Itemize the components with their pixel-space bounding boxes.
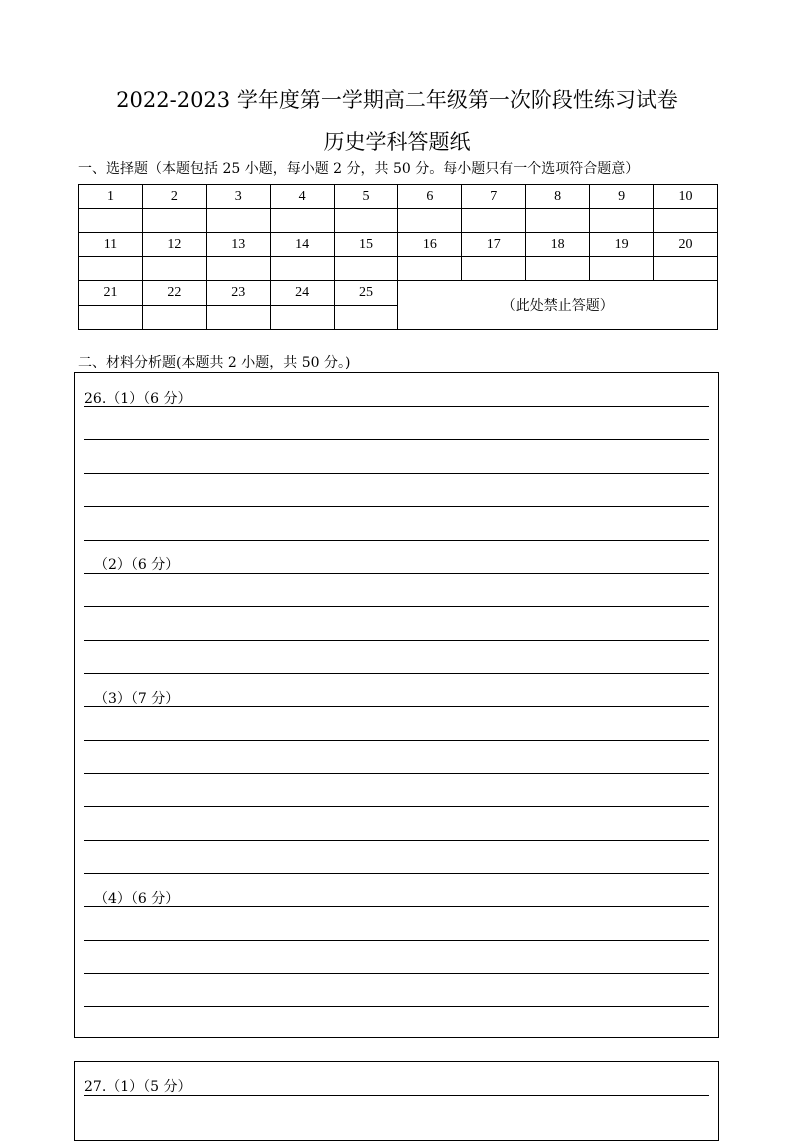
question-number: 19 [590, 233, 654, 257]
answer-cell[interactable] [270, 306, 334, 330]
question-number: 1 [79, 185, 143, 209]
answer-cell[interactable] [526, 257, 590, 281]
answer-line[interactable] [84, 406, 709, 407]
answer-cell[interactable] [654, 257, 718, 281]
q26-part1-label: 26.（1）（6 分） [84, 391, 192, 407]
answer-cell[interactable] [334, 306, 398, 330]
answer-line[interactable] [84, 706, 709, 707]
question-27-box [74, 1061, 719, 1141]
answer-line[interactable] [84, 973, 709, 974]
page-subtitle: 历史学科答题纸 [323, 130, 471, 154]
answer-cell[interactable] [590, 209, 654, 233]
answer-grid [78, 184, 718, 330]
question-number: 15 [334, 233, 398, 257]
number-row [79, 185, 718, 209]
q26-part2-label: （2）（6 分） [94, 557, 180, 573]
answer-cell[interactable] [270, 209, 334, 233]
question-number: 6 [398, 185, 462, 209]
number-row [79, 281, 718, 306]
q26-part3-label: （3）（7 分） [94, 691, 180, 707]
question-number: 2 [142, 185, 206, 209]
answer-cell[interactable] [462, 209, 526, 233]
answer-row [79, 257, 718, 281]
answer-cell[interactable] [654, 209, 718, 233]
question-number: 10 [654, 185, 718, 209]
answer-cell[interactable] [142, 257, 206, 281]
question-number: 24 [270, 281, 334, 306]
answer-line[interactable] [84, 439, 709, 440]
question-number: 16 [398, 233, 462, 257]
question-number: 8 [526, 185, 590, 209]
answer-line[interactable] [84, 740, 709, 741]
answer-cell[interactable] [79, 306, 143, 330]
answer-line[interactable] [84, 540, 709, 541]
answer-cell[interactable] [79, 209, 143, 233]
answer-line[interactable] [84, 773, 709, 774]
answer-line[interactable] [84, 573, 709, 574]
answer-line[interactable] [84, 840, 709, 841]
answer-line[interactable] [84, 806, 709, 807]
answer-cell[interactable] [142, 306, 206, 330]
forbidden-area: （此处禁止答题） [398, 281, 718, 330]
question-number: 13 [206, 233, 270, 257]
answer-line[interactable] [84, 473, 709, 474]
answer-cell[interactable] [206, 306, 270, 330]
number-row [79, 233, 718, 257]
question-number: 3 [206, 185, 270, 209]
answer-cell[interactable] [142, 209, 206, 233]
answer-cell[interactable] [206, 257, 270, 281]
answer-line[interactable] [84, 906, 709, 907]
q27-part1-label: 27.（1）（5 分） [84, 1079, 192, 1095]
answer-cell[interactable] [270, 257, 334, 281]
question-number: 21 [79, 281, 143, 306]
answer-line[interactable] [84, 506, 709, 507]
question-number: 9 [590, 185, 654, 209]
question-number: 23 [206, 281, 270, 306]
answer-line[interactable] [84, 640, 709, 641]
answer-cell[interactable] [206, 209, 270, 233]
question-number: 22 [142, 281, 206, 306]
answer-cell[interactable] [398, 257, 462, 281]
question-number: 4 [270, 185, 334, 209]
question-number: 17 [462, 233, 526, 257]
question-number: 20 [654, 233, 718, 257]
answer-line[interactable] [84, 873, 709, 874]
page-title: 2022-2023 学年度第一学期高二年级第一次阶段性练习试卷 [116, 88, 678, 112]
answer-cell[interactable] [590, 257, 654, 281]
answer-cell[interactable] [334, 209, 398, 233]
question-number: 11 [79, 233, 143, 257]
answer-cell[interactable] [334, 257, 398, 281]
answer-line[interactable] [84, 940, 709, 941]
q26-part4-label: （4）（6 分） [94, 891, 180, 907]
answer-line[interactable] [84, 673, 709, 674]
answer-line[interactable] [84, 1006, 709, 1007]
question-number: 25 [334, 281, 398, 306]
question-number: 18 [526, 233, 590, 257]
answer-line[interactable] [84, 606, 709, 607]
answer-row [79, 209, 718, 233]
answer-cell[interactable] [79, 257, 143, 281]
question-number: 5 [334, 185, 398, 209]
answer-cell[interactable] [462, 257, 526, 281]
answer-cell[interactable] [526, 209, 590, 233]
question-number: 7 [462, 185, 526, 209]
section-1-heading: 一、选择题（本题包括 25 小题，每小题 2 分，共 50 分。每小题只有一个选项符合题意） [78, 161, 640, 177]
answer-line[interactable] [84, 1095, 709, 1096]
question-number: 14 [270, 233, 334, 257]
question-number: 12 [142, 233, 206, 257]
answer-cell[interactable] [398, 209, 462, 233]
section-2-heading: 二、材料分析题(本题共 2 小题，共 50 分。) [78, 355, 351, 371]
